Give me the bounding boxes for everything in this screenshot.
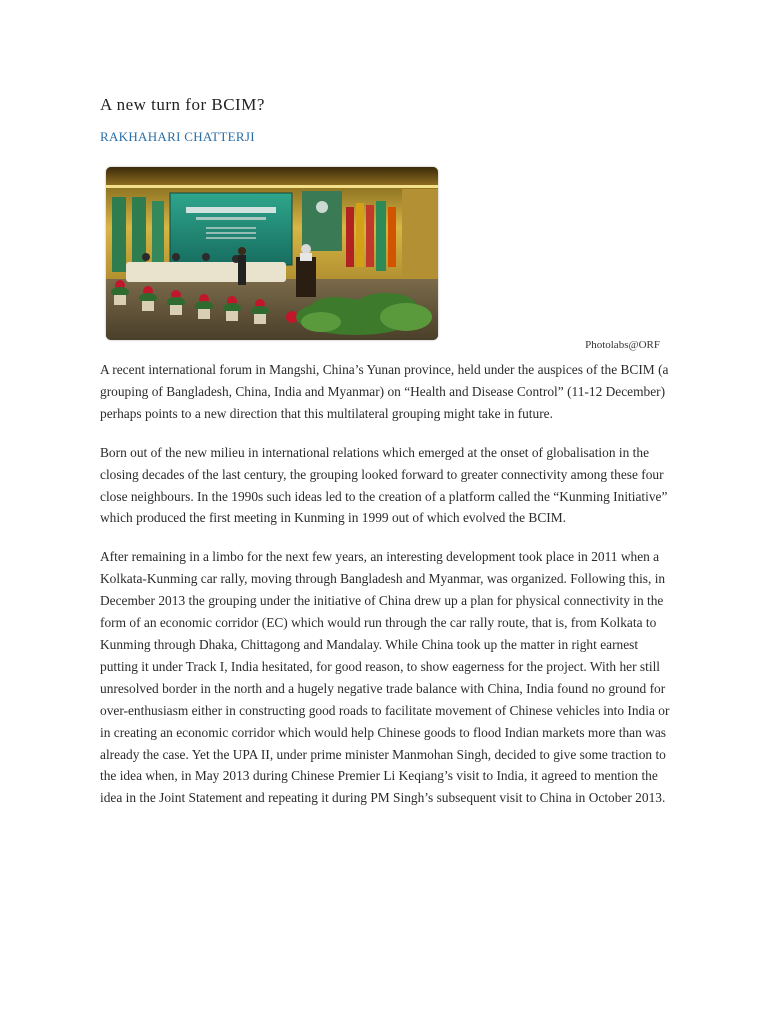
paragraph: Born out of the new milieu in international relations which emerged at the onset of globalisation in the closing decades of the last century, the grouping looked forward to greater connectivity among these four close neighbours. In the 1990s such ideas led to the creation of a platform called the “Kunming Initiative” which produced the first meeting in Kunming in 1999 out of which evolved the BCIM.: [100, 444, 668, 526]
paragraph: A recent international forum in Mangshi, China’s Yunan province, held under the auspices of the BCIM (a grouping of Bangladesh, China, India and Myanmar) on “Health and Disease Control” (11-12 December) perhaps points to a new direction that this multilateral grouping might take in future.: [100, 362, 669, 421]
conference-photo: [106, 167, 438, 340]
article-title: A new turn for BCIM?: [100, 95, 265, 114]
article-body: [100, 359, 672, 826]
paragraph: After remaining in a limbo for the next few years, an interesting development took place in 2011 when a Kolkata-Kunming car rally, moving through Bangladesh and Myanmar, was organized. Following this, in December 2013 the grouping under the initiative of China drew up a plan for physical connectivity in the form of an economic corridor (EC) which would run through the car rally route, that is, from Kolkata to Kunming through Dhaka, Chittagong and Mandalay. While China took up the matter in right earnest putting it under Track I, India hesitated, for good reason, to show eagerness for the project. With her still unresolved border in the north and a hugely negative trade balance with China, India found no ground for over-enthusiasm either in constructing good roads to facilitate movement of Chinese vehicles into India or in creating an economic corridor which would help Chinese goods to flood Indian markets more than was already the case. Yet the UPA II, under prime minister Manmohan Singh, decided to give some traction to the idea when, in May 2013 during Chinese Premier Li Keqiang’s visit to India, it agreed to mention the idea in the Joint Statement and repeating it during PM Singh’s subsequent visit to China in October 2013.: [100, 549, 670, 806]
author-byline[interactable]: RAKHAHARI CHATTERJI: [100, 129, 255, 144]
photo-credit: Photolabs@ORF: [585, 339, 660, 351]
